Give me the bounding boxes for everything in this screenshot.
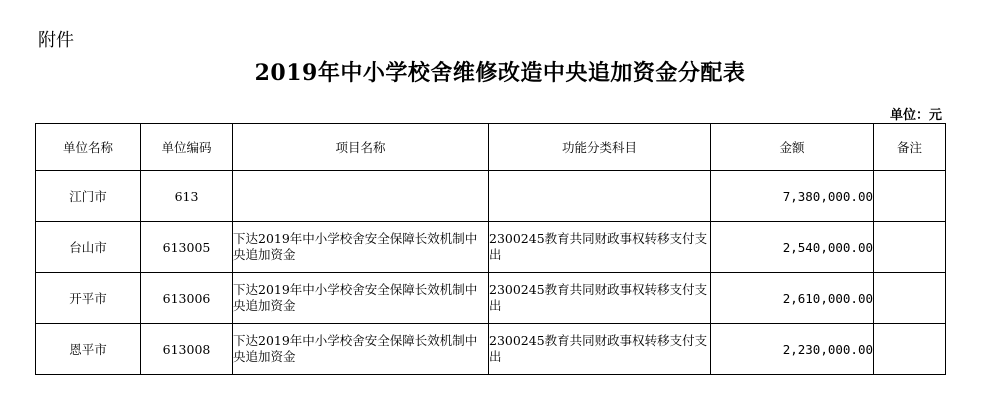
cell-project: 下达2019年中小学校舍安全保障长效机制中央追加资金 — [233, 324, 489, 375]
table-header-row — [36, 124, 946, 171]
cell-unit-code: 613006 — [141, 273, 233, 324]
cell-project: 下达2019年中小学校舍安全保障长效机制中央追加资金 — [233, 222, 489, 273]
table-row — [36, 222, 946, 273]
column-header-project: 项目名称 — [233, 124, 489, 171]
table-row — [36, 324, 946, 375]
cell-remark — [874, 273, 946, 324]
table-row — [36, 171, 946, 222]
cell-unit-name: 台山市 — [36, 222, 141, 273]
cell-unit-name: 江门市 — [36, 171, 141, 222]
cell-unit-name: 开平市 — [36, 273, 141, 324]
cell-unit-name: 恩平市 — [36, 324, 141, 375]
column-header-category: 功能分类科目 — [489, 124, 711, 171]
cell-category: 2300245教育共同财政事权转移支付支出 — [489, 324, 711, 375]
table-row — [36, 273, 946, 324]
cell-project — [233, 171, 489, 222]
cell-category: 2300245教育共同财政事权转移支付支出 — [489, 273, 711, 324]
column-header-remark: 备注 — [874, 124, 946, 171]
cell-amount: 2,540,000.00 — [711, 222, 874, 273]
cell-remark — [874, 324, 946, 375]
cell-category — [489, 171, 711, 222]
cell-amount: 2,610,000.00 — [711, 273, 874, 324]
cell-unit-code: 613008 — [141, 324, 233, 375]
allocation-table — [35, 123, 946, 375]
cell-unit-code: 613005 — [141, 222, 233, 273]
attachment-label: 附件 — [38, 30, 74, 51]
cell-amount: 2,230,000.00 — [711, 324, 874, 375]
cell-remark — [874, 171, 946, 222]
unit-label: 单位：元 — [889, 108, 942, 123]
document-title: 2019年中小学校舍维修改造中央追加资金分配表 — [254, 60, 746, 86]
cell-project: 下达2019年中小学校舍安全保障长效机制中央追加资金 — [233, 273, 489, 324]
column-header-unit-name: 单位名称 — [36, 124, 141, 171]
column-header-unit-code: 单位编码 — [141, 124, 233, 171]
cell-amount: 7,380,000.00 — [711, 171, 874, 222]
cell-remark — [874, 222, 946, 273]
cell-category: 2300245教育共同财政事权转移支付支出 — [489, 222, 711, 273]
column-header-amount: 金额 — [711, 124, 874, 171]
cell-unit-code: 613 — [141, 171, 233, 222]
